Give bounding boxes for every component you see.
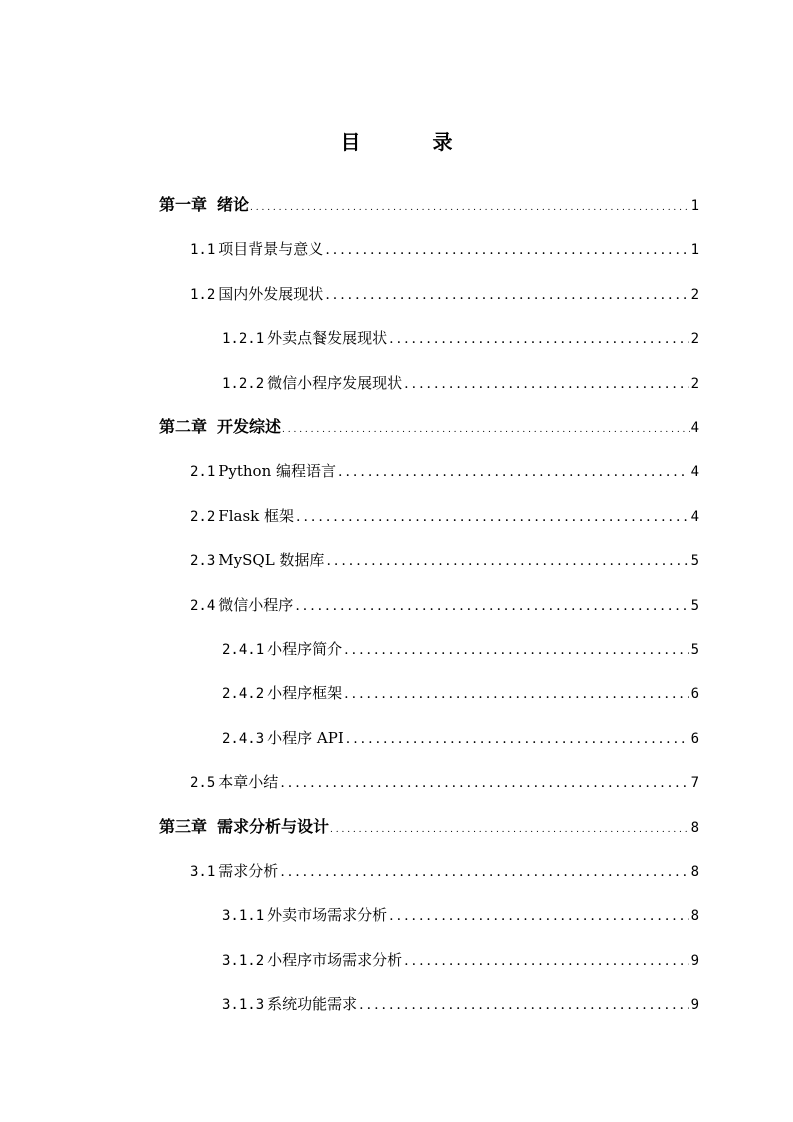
toc-entry[interactable] xyxy=(190,548,699,572)
toc-entry-title: 微信小程序 xyxy=(218,595,294,614)
toc-leader-dots xyxy=(344,638,688,662)
toc-leader-dots xyxy=(250,196,690,220)
toc-entry[interactable] xyxy=(190,859,699,883)
toc-entry-number: 3.1.2 xyxy=(222,952,265,969)
toc-entry-title: 小程序市场需求分析 xyxy=(267,950,403,969)
toc-entry-title: 系统功能需求 xyxy=(267,995,358,1014)
toc-entry-number: 2.4.3 xyxy=(222,730,265,747)
toc-entry-title: 本章小结 xyxy=(218,773,279,792)
toc-entry[interactable] xyxy=(190,237,699,261)
toc-entry-page: 2 xyxy=(690,375,699,392)
toc-entry-number: 1.2.1 xyxy=(222,331,265,348)
toc-entry[interactable] xyxy=(190,770,699,794)
toc-entry-number: 第三章 xyxy=(159,816,208,836)
toc-entry[interactable] xyxy=(190,282,699,306)
toc-entry-page: 1 xyxy=(690,242,699,259)
toc-entry-page: 7 xyxy=(690,775,699,792)
toc-entry-title: 小程序 API xyxy=(267,728,344,747)
toc-leader-dots xyxy=(344,682,688,706)
toc-entry-title: 外卖市场需求分析 xyxy=(267,906,388,925)
toc-entry-title: 外卖点餐发展现状 xyxy=(267,329,388,348)
toc-entry-number: 1.2 xyxy=(190,286,216,303)
toc-entry[interactable] xyxy=(222,326,699,350)
toc-entry[interactable] xyxy=(222,681,699,705)
toc-leader-dots xyxy=(296,505,689,529)
toc-entry-title: 小程序框架 xyxy=(267,684,343,703)
toc-entry-page: 8 xyxy=(690,908,699,925)
toc-entry-title: 国内外发展现状 xyxy=(218,284,324,303)
toc-entry-page: 5 xyxy=(690,553,699,570)
toc-entry[interactable] xyxy=(222,903,699,927)
toc-entry-title: MySQL 数据库 xyxy=(218,551,325,570)
toc-leader-dots xyxy=(404,949,688,973)
toc-entry-number: 2.1 xyxy=(190,464,216,481)
toc-leader-dots xyxy=(282,418,690,442)
toc-entry-number: 2.2 xyxy=(190,508,216,525)
toc-entry-page: 8 xyxy=(690,819,699,836)
toc-entry-page: 2 xyxy=(690,286,699,303)
toc-entry-title: 微信小程序发展现状 xyxy=(267,373,403,392)
toc-entry-title: 项目背景与意义 xyxy=(218,240,324,259)
toc-entry[interactable] xyxy=(190,504,699,528)
toc-entry-number: 2.4.2 xyxy=(222,686,265,703)
toc-leader-dots xyxy=(325,283,688,307)
toc-entry-number: 2.3 xyxy=(190,553,216,570)
toc-entry-number: 第一章 xyxy=(159,195,208,214)
toc-entry[interactable] xyxy=(159,193,699,217)
toc-entry-page: 6 xyxy=(690,686,699,703)
toc-entry-page: 9 xyxy=(690,952,699,969)
toc-leader-dots xyxy=(325,238,688,262)
toc-entry[interactable] xyxy=(159,415,699,439)
toc-entry-number: 2.4.1 xyxy=(222,642,265,658)
toc-entry-title: Flask 框架 xyxy=(218,506,295,525)
toc-entry[interactable] xyxy=(222,637,699,661)
toc-leader-dots xyxy=(330,818,690,842)
toc-entry[interactable] xyxy=(222,371,699,395)
toc-entry-title: 绪论 xyxy=(217,195,250,214)
toc-entry-title: 需求分析与设计 xyxy=(217,816,330,836)
toc-entry-number: 1.2.2 xyxy=(222,375,265,392)
toc-leader-dots xyxy=(404,372,688,396)
toc-entry-page: 6 xyxy=(690,730,699,747)
toc-leader-dots xyxy=(326,549,688,573)
toc-entry[interactable] xyxy=(222,992,699,1016)
toc-leader-dots xyxy=(295,594,688,618)
toc-entry-number: 第二章 xyxy=(159,417,208,436)
toc-entry-page: 5 xyxy=(690,597,699,614)
toc-entry-title: 需求分析 xyxy=(218,862,279,880)
toc-entry-number: 1.1 xyxy=(190,242,216,259)
toc-entry-number: 3.1.1 xyxy=(222,908,265,925)
toc-entry[interactable] xyxy=(159,815,699,839)
toc-leader-dots xyxy=(389,904,688,928)
toc-leader-dots xyxy=(280,860,688,884)
toc-entry-page: 4 xyxy=(690,464,699,481)
toc-leader-dots xyxy=(389,327,688,351)
toc-entry-page: 4 xyxy=(690,420,699,436)
toc-leader-dots xyxy=(338,460,689,484)
toc-entry-title: 开发综述 xyxy=(217,417,282,436)
toc-leader-dots xyxy=(359,993,688,1017)
toc-entry-page: 8 xyxy=(690,864,699,880)
toc-entry-number: 2.4 xyxy=(190,597,216,614)
toc-entry[interactable] xyxy=(190,593,699,617)
toc-entry-page: 5 xyxy=(690,642,699,658)
toc-entry-page: 1 xyxy=(690,198,699,214)
page-title: 目 录 xyxy=(340,130,479,154)
toc-entry-number: 3.1 xyxy=(190,864,216,880)
toc-entry-page: 4 xyxy=(690,508,699,525)
toc-entry-number: 2.5 xyxy=(190,775,216,792)
toc-entry-number: 3.1.3 xyxy=(222,997,265,1014)
toc-entry-page: 9 xyxy=(690,997,699,1014)
toc-entry[interactable] xyxy=(222,726,699,750)
toc-leader-dots xyxy=(346,727,689,751)
toc-leader-dots xyxy=(280,771,688,795)
toc-entry-page: 2 xyxy=(690,331,699,348)
toc-entry-title: Python 编程语言 xyxy=(218,462,337,481)
toc-entry[interactable] xyxy=(222,948,699,972)
toc-entry-title: 小程序简介 xyxy=(267,640,343,658)
toc-entry[interactable] xyxy=(190,459,699,483)
